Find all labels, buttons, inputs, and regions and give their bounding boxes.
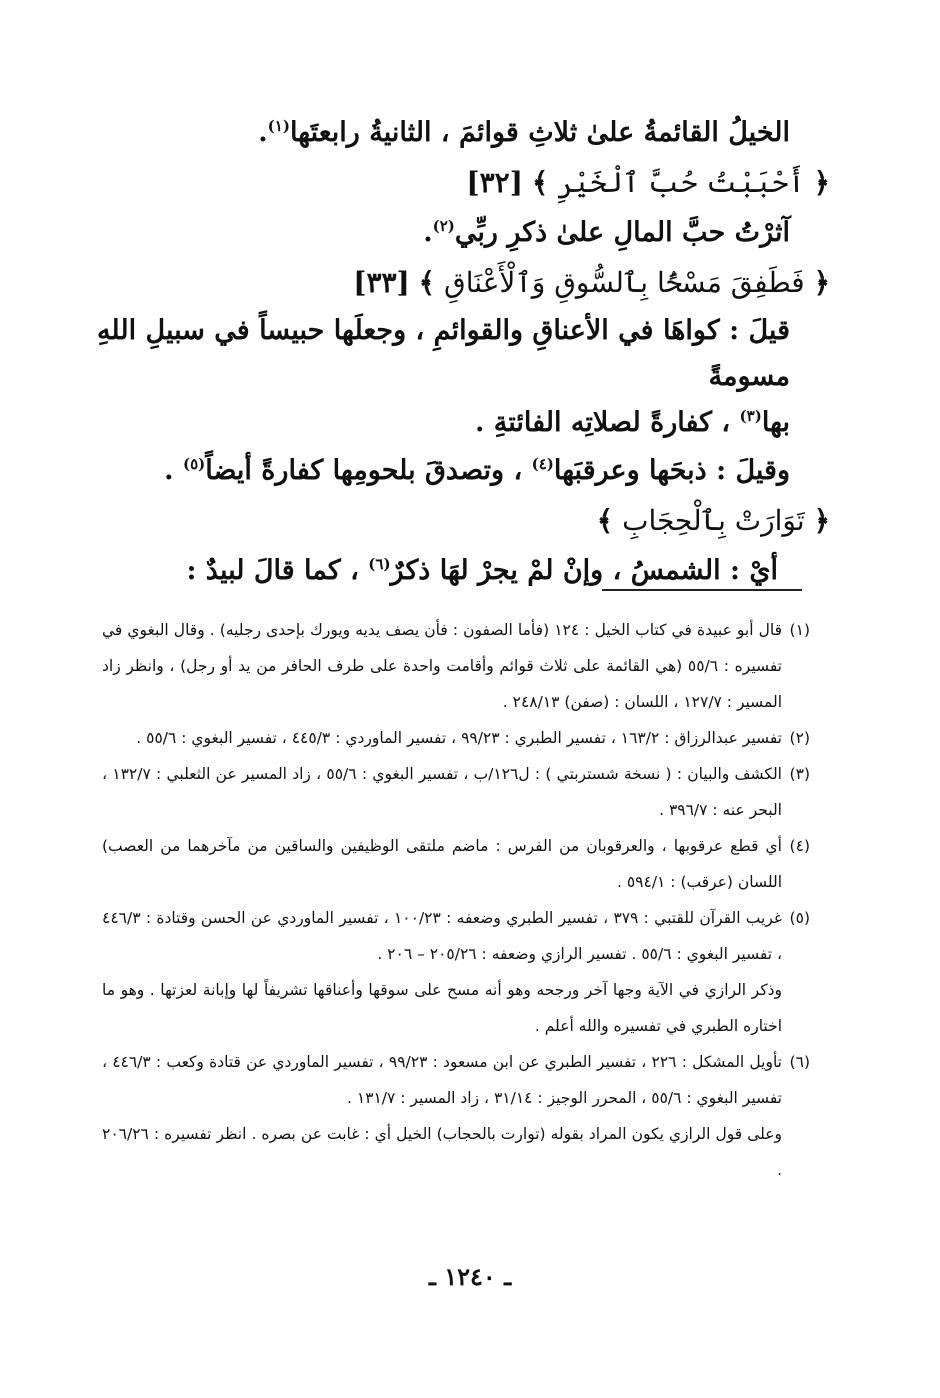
footnotes xyxy=(102,612,810,1188)
verse-open-brace: ﴿ xyxy=(813,504,830,537)
footnote-text: قال أبو عبيدة في كتاب الخيل : ١٢٤ (فأما الصفون : فأن يصف يديه ويورك بإحدى رجليه) . وقال البغوي في تفسيره : ٥٥/٦ (هي القائمة على ثلاث قوائم وأقامت واحدة على طرف الحافر من يد أو رجل) ، وانظر زاد المسير : ١٢٧/٧ ، اللسان : (صفن) ٢٤٨/١٣ . xyxy=(102,621,782,711)
verse-33-number: [٣٣] xyxy=(353,266,410,299)
footnote-number: (٢) xyxy=(789,729,810,747)
footnote-ref-1: (١) xyxy=(267,117,290,135)
footnote-ref-2: (٢) xyxy=(432,217,455,235)
paragraph-3-text: أيْ : الشمسُ ، وإنْ لمْ يجرْ لهَا ذكرٌ xyxy=(390,555,778,586)
page-number: ـ ١٢٤٠ ـ xyxy=(428,1262,512,1291)
footnote-6 xyxy=(102,1044,810,1188)
footnote-number: (٣) xyxy=(789,765,810,783)
main-line-1-text: الخيلُ القائمةُ علىٰ ثلاثِ قوائمَ ، الثانيةُ رابعتَها xyxy=(289,117,790,148)
footnote-divider xyxy=(602,589,802,591)
footnote-number: (١) xyxy=(789,621,810,639)
verse-close-brace: ﴾ xyxy=(531,166,549,199)
paragraph-2-text: وقيلَ : ذبحَها وعرقبَها xyxy=(553,455,790,486)
footnote-text: الكشف والبيان : ( نسخة شستربتي ) : ل١٢٦/ب ، تفسير البغوي : ٥٥/٦ ، زاد المسير عن الثعلبي : ١٣٢/٧ ، البحر عنه : ٣٩٦/٧ . xyxy=(102,765,782,819)
paragraph-1 xyxy=(95,308,830,446)
paragraph-1-text-c: ، كفارةً لصلاتِه الفائتةِ . xyxy=(474,407,731,438)
footnote-ref-3: (٣) xyxy=(739,407,762,425)
footnote-number: (٦) xyxy=(789,1053,810,1071)
main-line-2-end: . xyxy=(423,217,433,248)
footnote-4 xyxy=(102,828,810,900)
verse-32-text: أَحْبَبْتُ حُبَّ ٱلْخَيْرِ xyxy=(557,166,805,199)
footnote-5 xyxy=(102,900,810,1044)
verse-tawarat xyxy=(95,496,830,546)
verse-close-brace: ﴾ xyxy=(418,266,436,299)
verse-close-brace: ﴾ xyxy=(596,504,614,537)
main-line-2-text: آثرْتُ حبَّ المالِ علىٰ ذكرِ ربِّي xyxy=(454,217,790,248)
footnote-1 xyxy=(102,612,810,720)
verse-open-brace: ﴿ xyxy=(813,166,830,199)
footnote-ref-5: (٥) xyxy=(182,455,206,473)
paragraph-3-text-b: ، كما قالَ لبيدٌ : xyxy=(186,555,359,586)
footnote-2 xyxy=(102,720,810,756)
verse-32 xyxy=(95,158,830,208)
verse-33 xyxy=(95,258,830,308)
main-line-1-end: . xyxy=(258,117,268,148)
footnote-ref-6: (٦) xyxy=(368,555,391,573)
footnote-extra-text: وعلى قول الرازي يكون المراد بقوله (توارت بالحجاب) الخيل أي : غابت عن بصره . انظر تفسيره : ٢٠٦/٢٦ . xyxy=(102,1125,782,1179)
footnote-number: (٥) xyxy=(789,909,810,927)
verse-33-text: فَطَفِقَ مَسْحًۢا بِٱلسُّوقِ وَٱلْأَعْنَاقِ xyxy=(443,266,805,299)
paragraph-1-text-b: بها xyxy=(761,407,790,438)
footnote-number: (٤) xyxy=(789,837,810,855)
paragraph-2-end: . xyxy=(164,455,174,486)
footnote-text: تفسير عبدالرزاق : ١٦٣/٢ ، تفسير الطبري : ٩٩/٢٣ ، تفسير الماوردي : ٤٤٥/٣ ، تفسير البغوي : ٥٥/٦ . xyxy=(136,729,782,747)
footnote-text: غريب القرآن للقتبي : ٣٧٩ ، تفسير الطبري وضعفه : ١٠٠/٢٣ ، تفسير الماوردي عن الحسن وقتادة : ٤٤٦/٣ ، تفسير البغوي : ٥٥/٦ . تفسير الرازي وضعفه : ٢٠٥/٢٦ – ٢٠٦ . xyxy=(102,909,782,963)
footnote-3 xyxy=(102,756,810,828)
footnote-extra-text: وذكر الرازي في الآية وجها آخر ورجحه وهو أنه مسح على سوقها وأعناقها تشريفاً لها وإبانة لعزتها . وهو ما اختاره الطبري في تفسيره والله أعلم . xyxy=(102,981,782,1035)
verse-tawarat-text: تَوَارَتْ بِٱلْحِجَابِ xyxy=(622,504,805,537)
verse-32-number: [٣٢] xyxy=(466,166,523,199)
main-line-1 xyxy=(95,108,830,158)
footnote-text: أي قطع عرقوبها ، والعرقوبان من الفرس : ماضم ملتقى الوظيفين والساقين من مآخرهما من العصب) اللسان (عرقب) : ٥٩٤/١ . xyxy=(102,837,782,891)
paragraph-2 xyxy=(95,446,830,496)
main-line-2 xyxy=(95,208,830,258)
paragraph-1-text: قيلَ : كواهَا في الأعناقِ والقوائمِ ، وجعلَها حبيساً في سبيلِ اللهِ مسومةً xyxy=(96,315,790,392)
paragraph-2-text-b: ، وتصدقَ بلحومِها كفارةً أيضاً xyxy=(205,455,523,486)
footnote-text: تأويل المشكل : ٢٢٦ ، تفسير الطبري عن ابن مسعود : ٩٩/٢٣ ، تفسير الماوردي عن قتادة وكعب : ٤٤٦/٣ ، تفسير البغوي : ٥٥/٦ ، المحرر الوجيز : ٣١/١٤ ، زاد المسير : ١٣١/٧ . xyxy=(102,1053,782,1107)
main-text xyxy=(95,108,830,596)
footnote-ref-4: (٤) xyxy=(531,455,554,473)
verse-open-brace: ﴿ xyxy=(813,266,830,299)
